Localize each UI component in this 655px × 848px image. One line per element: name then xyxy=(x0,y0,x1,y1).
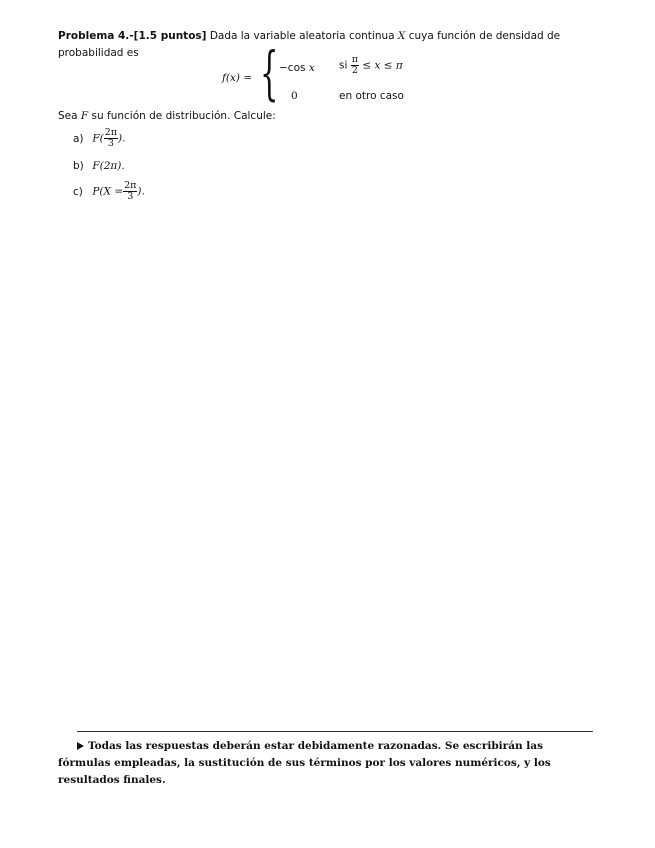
case1-frac-num: π xyxy=(351,54,358,65)
intro-var: F xyxy=(80,110,89,122)
case2-expression: 0 xyxy=(291,90,298,102)
item-a-fraction xyxy=(104,128,118,149)
case1-expression xyxy=(279,62,315,74)
footer-divider xyxy=(77,731,593,732)
random-variable: X xyxy=(397,30,406,42)
intro-prefix: Sea xyxy=(58,110,78,122)
density-lhs: f(x) = xyxy=(222,72,253,84)
case1-cos: −cos xyxy=(279,62,306,74)
case1-range: ≤ x ≤ π xyxy=(362,59,403,72)
item-c-post: ). xyxy=(137,185,145,198)
item-a-post: ). xyxy=(118,132,126,145)
item-c-fraction xyxy=(123,181,137,202)
item-a-den: 3 xyxy=(107,138,114,149)
footer-note xyxy=(58,738,578,789)
item-a-pre: F( xyxy=(92,132,104,145)
item-c-num: 2π xyxy=(124,180,137,191)
item-b xyxy=(73,160,125,172)
problem-text-after-var: cuya función de densidad de probabilidad es xyxy=(58,30,561,59)
intro-suffix: su función de distribución. Calcule: xyxy=(91,110,276,122)
item-b-label: b) xyxy=(73,160,84,172)
item-c-label: c) xyxy=(73,185,83,198)
item-a xyxy=(73,128,125,149)
item-a-num: 2π xyxy=(104,127,118,138)
case1-condition xyxy=(339,55,403,76)
footer-note-text: Todas las respuestas deberán estar debidamente razonadas. Se escribirán las fórmulas empleadas, la sustitución de sus términos por los valores numéricos, y los resultados finales. xyxy=(58,740,551,786)
problem-heading: Problema 4.-[1.5 puntos] xyxy=(58,30,207,42)
item-a-label: a) xyxy=(73,132,84,145)
case1-fraction xyxy=(351,55,359,76)
item-c-den: 3 xyxy=(127,191,134,202)
item-c xyxy=(73,181,145,202)
case1-frac-den: 2 xyxy=(351,65,358,76)
intro-line xyxy=(58,110,276,122)
problem-text-before-var: Dada la variable aleatoria continua xyxy=(209,30,395,42)
case1-var: x xyxy=(308,62,315,74)
item-b-expr: F(2π). xyxy=(92,160,125,172)
density-function xyxy=(222,39,422,107)
triangle-bullet-icon xyxy=(77,742,84,750)
item-c-pre: P(X = xyxy=(92,185,124,198)
left-brace: { xyxy=(260,39,279,107)
case2-condition: en otro caso xyxy=(339,90,404,102)
case1-si: si xyxy=(339,59,348,72)
